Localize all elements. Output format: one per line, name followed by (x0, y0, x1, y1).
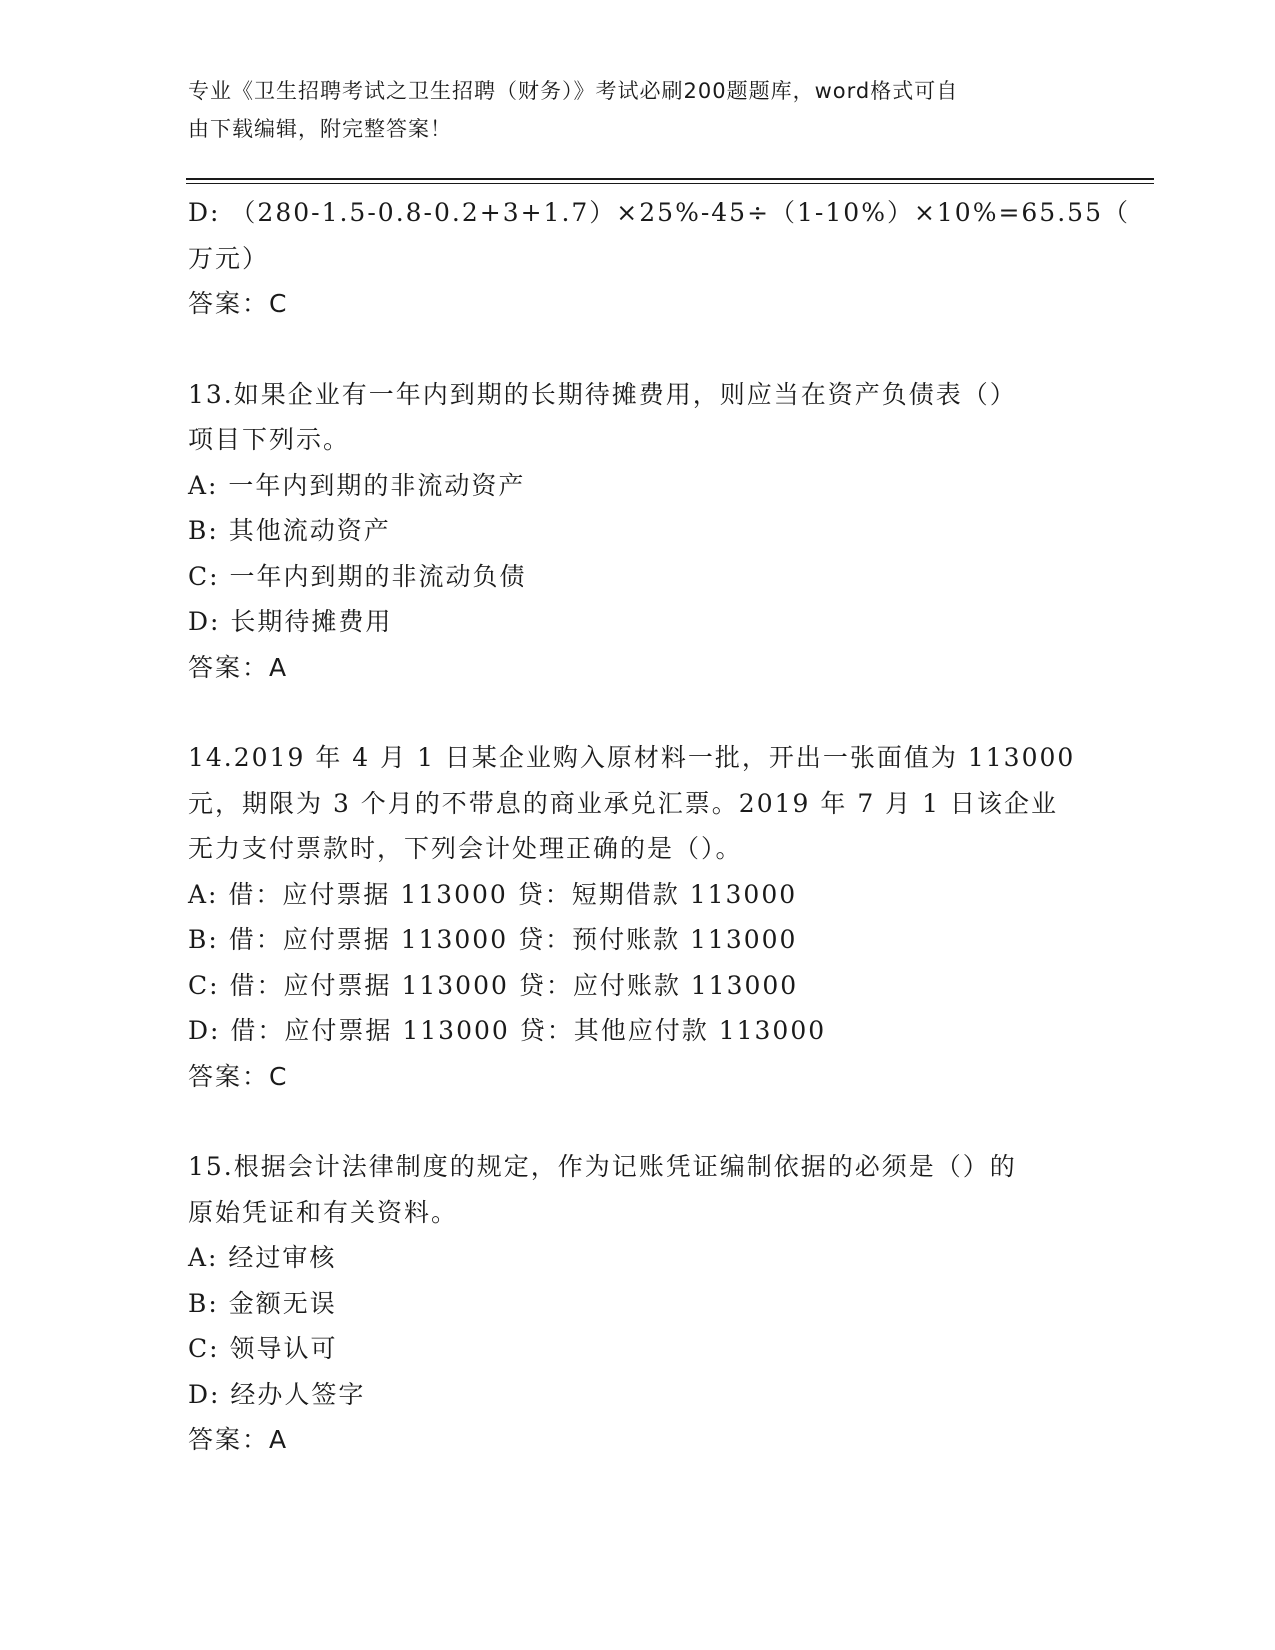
answer: 答案：C (188, 289, 289, 318)
option-b: B: 借：应付票据 113000 贷：预付账款 113000 (188, 925, 798, 954)
option-d: D: 经办人签字 (188, 1379, 366, 1409)
option-c: C: 领导认可 (188, 1334, 338, 1363)
option-a: A: 一年内到期的非流动资产 (188, 470, 526, 500)
question-15 (188, 1144, 1088, 1463)
option-a: A: 经过审核 (188, 1243, 337, 1272)
header-divider-thick (186, 178, 1154, 180)
option-a: A: 借：应付票据 113000 贷：短期借款 113000 (188, 879, 798, 909)
question-12-continued (188, 190, 1130, 327)
question-stem: 13.如果企业有一年内到期的长期待摊费用，则应当在资产负债表（） (188, 379, 1017, 409)
option-c: C: 借：应付票据 113000 贷：应付账款 113000 (188, 970, 799, 1000)
answer: 答案：A (188, 652, 289, 682)
header-title-line-1: 专业《卫生招聘考试之卫生招聘（财务）》考试必刷200题题库，word格式可自 (188, 79, 959, 103)
question-gap (188, 1099, 1088, 1144)
question-list (188, 190, 1130, 1463)
question-13 (188, 372, 1088, 691)
option-b: B: 其他流动资产 (188, 516, 391, 545)
option-d-continued: 万元） (188, 243, 270, 273)
option-d: D: 借：应付票据 113000 贷：其他应付款 113000 (188, 1016, 827, 1045)
question-14 (188, 735, 1088, 1099)
question-stem: 无力支付票款时，下列会计处理正确的是（）。 (188, 834, 743, 863)
header-divider-thin (186, 183, 1154, 184)
option-d: D: 长期待摊费用 (188, 607, 393, 636)
question-stem: 元，期限为 3 个月的不带息的商业承兑汇票。2019 年 7 月 1 日该企业 (188, 788, 1058, 818)
answer: 答案：A (188, 1425, 289, 1454)
question-gap (188, 690, 1088, 735)
document-header (188, 72, 1068, 148)
option-c: C: 一年内到期的非流动负债 (188, 561, 527, 591)
question-stem: 原始凭证和有关资料。 (188, 1197, 459, 1227)
answer: 答案：C (188, 1061, 289, 1091)
option-d: D: （280-1.5-0.8-0.2+3+1.7）×25%-45÷（1-10%）×10%=65.55（ (188, 198, 1130, 227)
question-stem: 15.根据会计法律制度的规定，作为记账凭证编制依据的必须是（）的 (188, 1152, 1017, 1181)
question-stem: 14.2019 年 4 月 1 日某企业购入原材料一批，开出一张面值为 113000 (188, 743, 1076, 772)
question-gap (188, 327, 1088, 372)
header-title-line-2: 由下载编辑，附完整答案！ (188, 117, 452, 141)
option-b: B: 金额无误 (188, 1288, 337, 1318)
question-stem: 项目下列示。 (188, 425, 351, 454)
